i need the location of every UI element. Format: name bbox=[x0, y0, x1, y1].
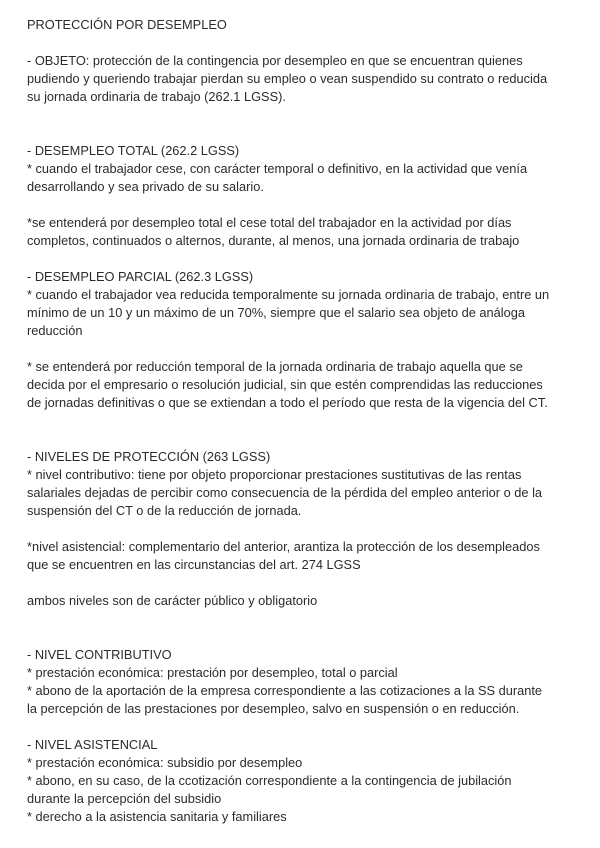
desempleo-parcial-heading: - DESEMPLEO PARCIAL (262.3 LGSS) bbox=[27, 269, 254, 284]
nivel-asistencial-heading: - NIVEL ASISTENCIAL bbox=[27, 737, 158, 752]
niveles-heading: - NIVELES DE PROTECCIÓN (263 LGSS) bbox=[27, 449, 271, 464]
objeto-paragraph: - OBJETO: protección de la contingencia por desempleo en que se encuentran quienes pudiendo y queriendo trabajar pierdan su empleo o vean suspendido su contrato o reducida su jornada ordinaria de trabajo (262.1 LGSS). bbox=[27, 53, 548, 104]
page-title: PROTECCIÓN POR DESEMPLEO bbox=[27, 17, 227, 32]
niveles-section: - NIVELES DE PROTECCIÓN (263 LGSS) * nivel contributivo: tiene por objeto proporcionar prestaciones sustitutivas de las rentas salariales dejadas de percibir como consecuencia de la pérdida del empleo anterior o de la suspensión del CT o de la reducción de jornada. *nivel asistencial: complementario del anterior, arantiza la protección de los desempleados que se encuentren en las circunstancias del art. 274 LGSS ambos niveles son de carácter público y obligatorio bbox=[27, 448, 580, 610]
nivel-contributivo-heading: - NIVEL CONTRIBUTIVO bbox=[27, 647, 172, 662]
desempleo-total-section: - DESEMPLEO TOTAL (262.2 LGSS) * cuando el trabajador cese, con carácter temporal o definitivo, en la actividad que venía desarrollando y sea privado de su salario. *se entenderá por desempleo total el cese total del trabajador en la actividad por días completos, continuados o alternos, durante, al menos, una jornada ordinaria de trabajo bbox=[27, 142, 580, 250]
nivel-asistencial-section: - NIVEL ASISTENCIAL * prestación económica: subsidio por desempleo * abono, en su caso, de la ccotización correspondiente a la contingencia de jubilación durante la percepción del subsidio * derecho a la asistencia sanitaria y familiares bbox=[27, 736, 580, 826]
niveles-note: ambos niveles son de carácter público y obligatorio bbox=[27, 593, 318, 608]
desempleo-parcial-section: - DESEMPLEO PARCIAL (262.3 LGSS) * cuando el trabajador vea reducida temporalmente su jornada ordinaria de trabajo, entre un mínimo de un 10 y un máximo de un 70%, siempre que el salario sea objeto de análoga reducción * se entenderá por reducción temporal de la jornada ordinaria de trabajo aquella que se decida por el empresario o resolución judicial, sin que estén comprendidas las reducciones de jornadas definitivas o que se extiendan a todo el período que resta de la vigencia del CT. bbox=[27, 268, 580, 412]
nivel-contributivo-section: - NIVEL CONTRIBUTIVO * prestación económica: prestación por desempleo, total o parcial * abono de la aportación de la empresa correspondiente a las cotizaciones a la SS durante la percepción de las prestaciones por desempleo, salvo en suspensión o en reducción. bbox=[27, 646, 580, 718]
desempleo-total-heading: - DESEMPLEO TOTAL (262.2 LGSS) bbox=[27, 143, 240, 158]
